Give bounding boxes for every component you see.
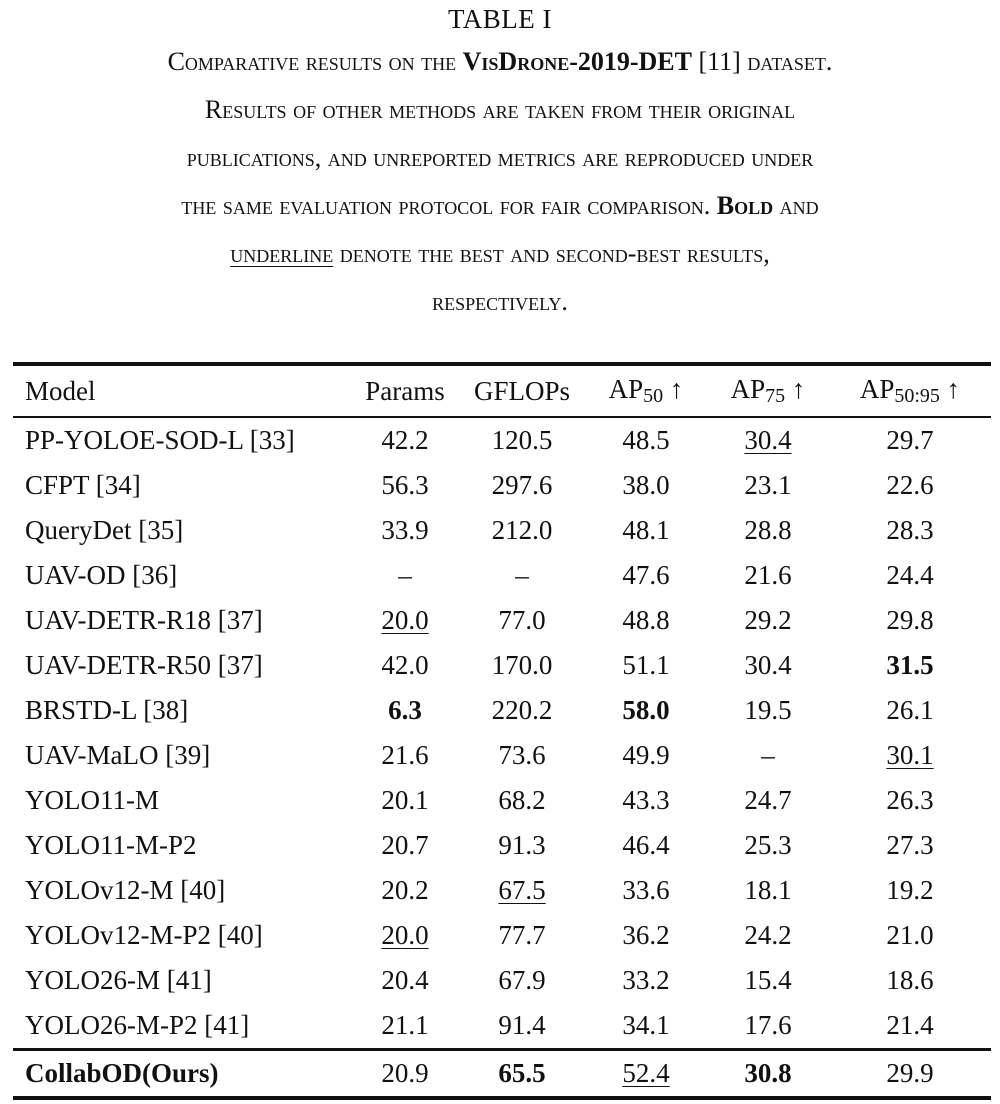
cell-params: 20.2 [381, 875, 429, 905]
cell-gflops: – [515, 560, 529, 590]
up-arrow-icon: ↑ [791, 374, 806, 404]
cell-model: CFPT [34] [25, 470, 141, 500]
cell-ap50: 51.1 [622, 650, 670, 680]
cell-gflops: 91.4 [498, 1010, 546, 1040]
caption-line-2: Results of other methods are taken from their original [204, 95, 796, 124]
table-row [13, 508, 991, 553]
cell-ap50: 48.5 [622, 425, 670, 455]
cell-gflops: 77.7 [498, 920, 546, 950]
cell-ap50: 48.1 [622, 515, 670, 545]
cell-gflops: 212.0 [491, 515, 553, 545]
cell-gflops: 220.2 [491, 695, 553, 725]
cell-params [351, 598, 459, 643]
best-value: 65.5 [498, 1058, 546, 1088]
header-gflops: GFLOPs [473, 375, 571, 406]
table-label: TABLE I [447, 4, 553, 34]
cell-ap5095: 26.1 [886, 695, 934, 725]
cell-ap75: 17.6 [744, 1010, 792, 1040]
cell-gflops: 68.2 [498, 785, 546, 815]
cell-ap75: – [761, 740, 775, 770]
cell-ap50: 33.2 [622, 965, 670, 995]
dataset-name: VisDrone-2019-DET [462, 47, 692, 76]
cell-ap50: 43.3 [622, 785, 670, 815]
table-row [13, 598, 991, 643]
cell-ap50: 38.0 [622, 470, 670, 500]
second-best-value: 20.0 [381, 605, 429, 635]
results-table [13, 362, 991, 1100]
cell-ap75: 24.2 [744, 920, 792, 950]
cell-ap50: 47.6 [622, 560, 670, 590]
caption-line-3: publications, and unreported metrics are reproduced under [186, 143, 814, 172]
cell-ap50 [585, 1050, 707, 1099]
table-row [13, 1003, 991, 1050]
best-value: 31.5 [886, 650, 934, 680]
cell-model: YOLO11-M [25, 785, 159, 815]
cell-params: – [398, 560, 412, 590]
header-params: Params [365, 375, 445, 406]
cell-ap75: 24.7 [744, 785, 792, 815]
second-best-value: 30.4 [744, 425, 792, 455]
cell-params: 56.3 [381, 470, 429, 500]
cell-ap5095: 29.7 [886, 425, 934, 455]
cell-params: 42.2 [381, 425, 429, 455]
cell-ap5095: 21.4 [886, 1010, 934, 1040]
header-ap50: $AP_{50}$ ↑ [608, 374, 684, 407]
table-row [13, 958, 991, 1003]
second-best-value: 52.4 [622, 1058, 670, 1088]
cell-model: PP-YOLOE-SOD-L [33] [25, 425, 295, 455]
header-row [13, 364, 991, 417]
cell-ap75 [707, 417, 829, 463]
cell-ap75: 29.2 [744, 605, 792, 635]
cell-gflops: 67.9 [498, 965, 546, 995]
caption-line-1: Comparative results on the VisDrone-2019-DET [11] dataset. [167, 47, 833, 76]
second-best-value: 20.0 [381, 920, 429, 950]
cell-ap75: 30.4 [744, 650, 792, 680]
cell-params: 20.4 [381, 965, 429, 995]
cell-model: UAV-MaLO [39] [25, 740, 211, 770]
cell-model: YOLOv12-M [40] [25, 875, 226, 905]
cell-ap5095: 22.6 [886, 470, 934, 500]
cell-gflops: 73.6 [498, 740, 546, 770]
cell-params: 21.1 [381, 1010, 429, 1040]
table-row [13, 463, 991, 508]
cell-model: YOLO11-M-P2 [25, 830, 197, 860]
cell-ap50: 36.2 [622, 920, 670, 950]
caption-underline-word: underline [230, 239, 334, 268]
cell-model: YOLOv12-M-P2 [40] [25, 920, 263, 950]
cell-ap5095: 26.3 [886, 785, 934, 815]
table-row-ours [13, 1050, 991, 1099]
cell-ap50: 33.6 [622, 875, 670, 905]
cell-ap75: 28.8 [744, 515, 792, 545]
table-caption [0, 0, 1000, 326]
cell-ap5095: 28.3 [886, 515, 934, 545]
cell-model: CollabOD(Ours) [25, 1058, 219, 1088]
cell-ap5095: 18.6 [886, 965, 934, 995]
cell-ap5095: 19.2 [886, 875, 934, 905]
cell-ap75: 23.1 [744, 470, 792, 500]
up-arrow-icon: ↑ [946, 374, 961, 404]
cell-ap5095: 29.9 [886, 1058, 934, 1088]
best-value: 6.3 [388, 695, 422, 725]
cell-model: UAV-OD [36] [25, 560, 178, 590]
cell-params: 20.7 [381, 830, 429, 860]
cell-model: YOLO26-M-P2 [41] [25, 1010, 250, 1040]
cell-gflops: 297.6 [491, 470, 553, 500]
table-row [13, 688, 991, 733]
cell-ap50: 46.4 [622, 830, 670, 860]
table-row [13, 868, 991, 913]
best-value: 30.8 [744, 1058, 792, 1088]
cell-params: 20.9 [381, 1058, 429, 1088]
cell-model: UAV-DETR-R50 [37] [25, 650, 263, 680]
cell-ap50: 49.9 [622, 740, 670, 770]
up-arrow-icon: ↑ [669, 374, 684, 404]
cell-params: 42.0 [381, 650, 429, 680]
cell-model: YOLO26-M [41] [25, 965, 212, 995]
cell-params: 21.6 [381, 740, 429, 770]
cell-params: 33.9 [381, 515, 429, 545]
cell-ap75: 15.4 [744, 965, 792, 995]
cell-ap75: 19.5 [744, 695, 792, 725]
table-row [13, 733, 991, 778]
cell-ap5095: 24.4 [886, 560, 934, 590]
cell-model: QueryDet [35] [25, 515, 184, 545]
cell-gflops: 170.0 [491, 650, 553, 680]
cell-params [351, 913, 459, 958]
cell-ap5095 [829, 733, 991, 778]
cell-gflops [459, 868, 585, 913]
cell-ap50: 34.1 [622, 1010, 670, 1040]
cell-ap75: 21.6 [744, 560, 792, 590]
table-row [13, 643, 991, 688]
cell-ap5095: 21.0 [886, 920, 934, 950]
second-best-value: 67.5 [498, 875, 546, 905]
caption-bold-word: Bold [716, 191, 774, 220]
table-row [13, 823, 991, 868]
second-best-value: 30.1 [886, 740, 934, 770]
cell-model: UAV-DETR-R18 [37] [25, 605, 263, 635]
header-ap75: $AP_{75}$ ↑ [730, 374, 806, 407]
cell-ap50: 48.8 [622, 605, 670, 635]
header-ap5095: $AP_{50:95}$ ↑ [859, 374, 961, 407]
cell-gflops: 77.0 [498, 605, 546, 635]
cell-ap75: 25.3 [744, 830, 792, 860]
cell-gflops: 120.5 [491, 425, 553, 455]
table-row [13, 778, 991, 823]
caption-line-4: the same evaluation protocol for fair comparison. Bold and [181, 191, 819, 220]
cell-model: BRSTD-L [38] [25, 695, 189, 725]
cell-ap5095: 29.8 [886, 605, 934, 635]
caption-line-6: respectively. [432, 287, 568, 316]
header-model: Model [25, 375, 96, 406]
table-row [13, 553, 991, 598]
cell-gflops: 91.3 [498, 830, 546, 860]
table-row [13, 913, 991, 958]
cell-params: 20.1 [381, 785, 429, 815]
table-row [13, 417, 991, 463]
cell-ap75: 18.1 [744, 875, 792, 905]
cell-ap5095: 27.3 [886, 830, 934, 860]
caption-line-5: underline denote the best and second-best results, [230, 239, 770, 268]
best-value: 58.0 [622, 695, 670, 725]
results-table-wrapper [13, 362, 991, 1100]
